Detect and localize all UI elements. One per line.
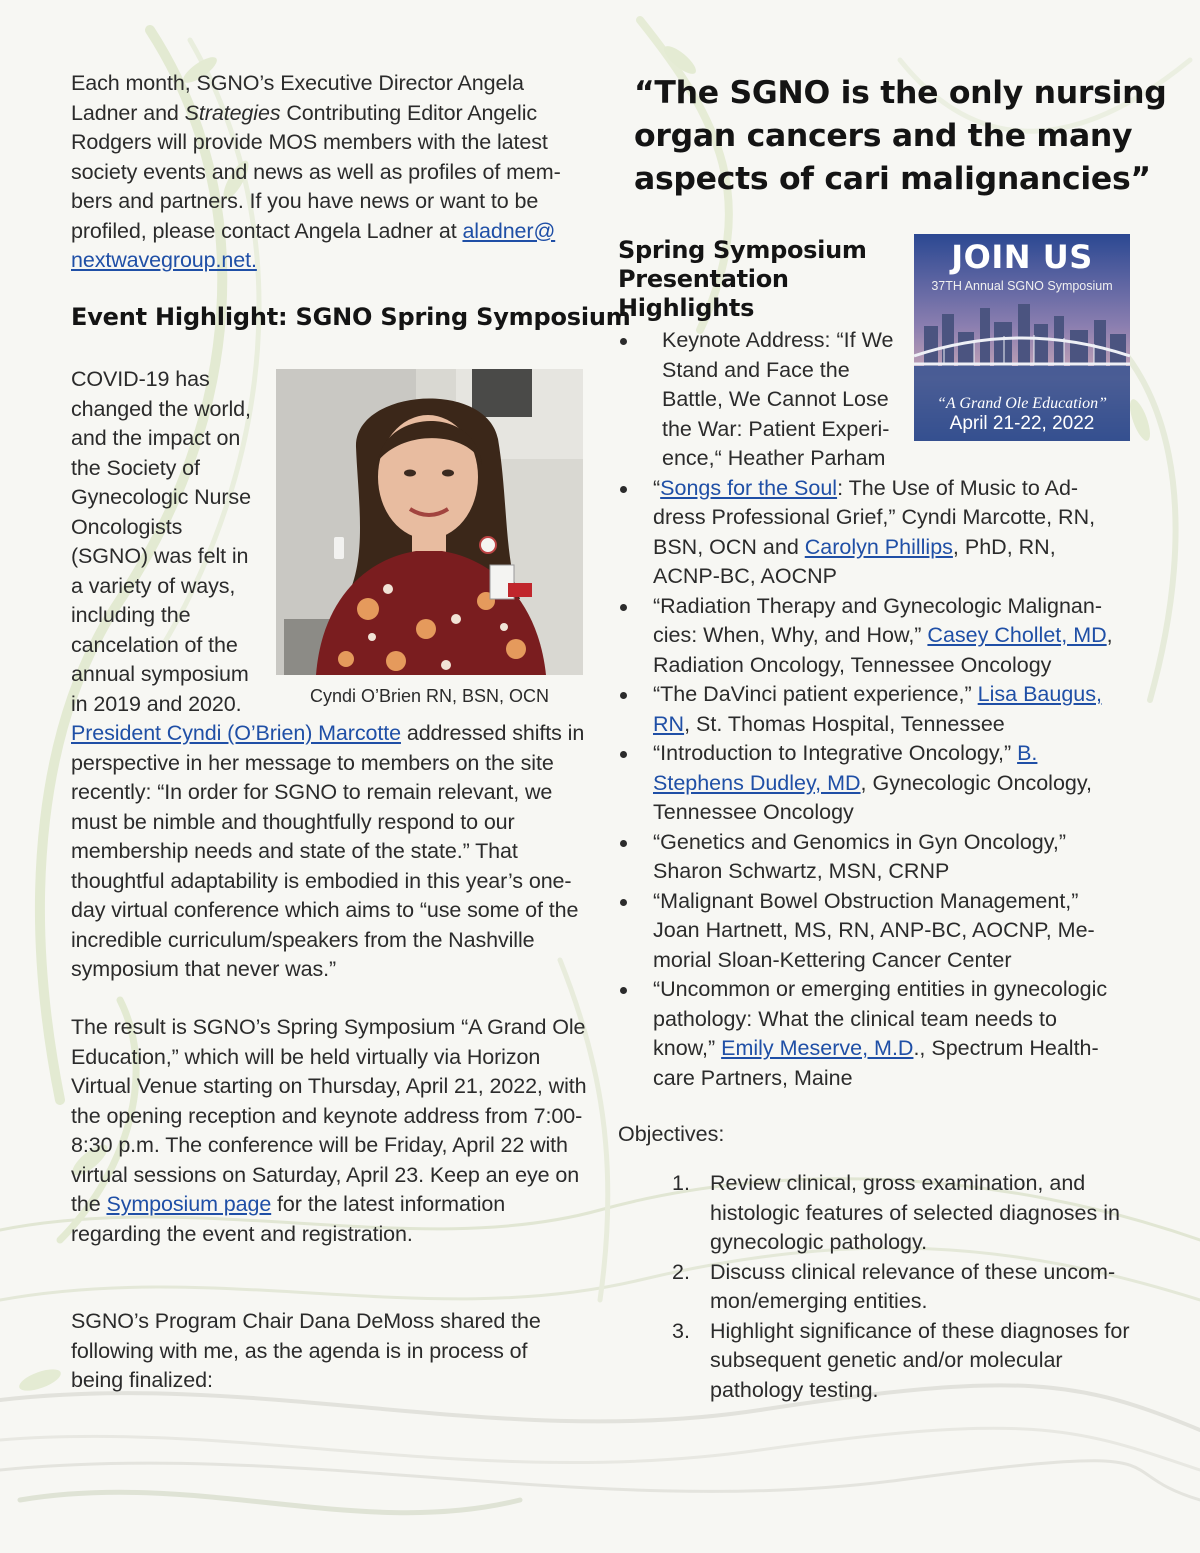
highlight-text: “Uncommon or emerging entities in gynecologic pathology: What the clinical team needs to know,” — [653, 977, 1108, 1060]
highlight-text: “The DaVinci patient experience,” — [653, 682, 978, 706]
portrait-photo — [276, 369, 583, 675]
result-block — [71, 1013, 591, 1249]
highlights-list — [618, 326, 1123, 1093]
objectives-label: Objectives: — [618, 1122, 725, 1146]
list-item — [672, 1169, 1140, 1258]
highlight-text: “Malignant Bowel Obstruction Management,” Joan Hartnett, MS, RN, ANP-BC, AOCNP, Memorial Sloan-Kettering Cancer Center — [653, 888, 1095, 972]
publication-name: Strategies — [184, 100, 281, 125]
highlight-text: “Radiation Therapy and Gynecologic Malignancies: When, Why, and How,” — [653, 593, 1102, 647]
result-text: The result is SGNO’s Spring Symposium “A Grand Ole Education,” which will be held virtually via Horizon Virtual Venue starting on Thursday, April 21, 2022, with the opening reception and keynote address from 7:00-8:30 p.m. The conference will be Friday, April 22 with virtual sessions on Saturday, April 23. Keep an eye on the — [71, 1015, 587, 1216]
president-link[interactable]: President Cyndi (O’Brien) Marcotte — [71, 721, 401, 745]
pull-quote: “The SGNO is the only nursing organ cancers and the many aspects of cari malignancies” — [634, 75, 1167, 197]
objective-text: Highlight significance of these diagnoses for subsequent genetic and/or molecular pathology testing. — [710, 1318, 1130, 1402]
highlight-text: , Radiation Oncology, Tennessee Oncology — [653, 623, 1113, 677]
objective-number: 2. — [672, 1259, 690, 1284]
spring-symposium-heading: Spring Symposium Presentation Highlights — [618, 236, 867, 322]
highlight-text: “ — [653, 475, 661, 500]
join-us-subtitle: 37TH Annual SGNO Symposium — [931, 279, 1113, 293]
list-item — [618, 474, 1123, 592]
email-link[interactable]: aladner@ nextwavegroup.net. — [71, 218, 556, 272]
intro-block — [71, 69, 591, 276]
casey-chollet-link[interactable]: Casey Chollet, MD — [927, 623, 1107, 647]
stephens-dudley-link[interactable]: B. Stephens Dudley, MD — [653, 741, 1038, 795]
highlight-text: ., Spectrum Healthcare Partners, Maine — [653, 1036, 1099, 1090]
list-item — [618, 975, 1123, 1093]
highlight-text: , PhD, RN, ACNP-BC, AOCNP — [653, 534, 1056, 588]
songs-for-the-soul-link[interactable]: Songs for the Soul — [660, 475, 838, 500]
emily-meserve-link[interactable]: Emily Meserve, M.D — [721, 1036, 914, 1060]
list-item — [672, 1258, 1140, 1317]
event-highlight-heading: Event Highlight: SGNO Spring Symposium — [71, 303, 631, 331]
list-item — [618, 592, 1123, 681]
photo-caption: Cyndi O’Brien RN, BSN, OCN — [309, 686, 550, 706]
list-item — [618, 828, 1123, 887]
join-us-title: JOIN US — [951, 238, 1093, 276]
intro-paragraph — [71, 69, 591, 276]
result-text-2: for the latest information regarding the event and registration. — [71, 1192, 506, 1246]
list-item — [618, 326, 907, 474]
covid-block — [71, 365, 261, 719]
objective-number: 1. — [672, 1171, 690, 1195]
highlight-text: “Genetics and Genomics in Gyn Oncology,” Sharon Schwartz, MSN, CRNP — [653, 829, 1067, 883]
list-item — [618, 680, 1123, 739]
covid-paragraph: COVID-19 has changed the world, and the impact on the Society of Gynecologic Nurse Oncologists (SGNO) was felt in a variety of ways, including the cancelation of the annual symposium in 2019 and 2020. — [71, 367, 251, 716]
lisa-baugus-link[interactable]: Lisa Baugus, RN — [653, 682, 1102, 736]
intro-text: Each month, SGNO’s Executive Director Angela Ladner and — [71, 71, 524, 125]
highlight-text: Keynote Address: “If We Stand and Face the Battle, We Cannot Lose the War: Patient Experience,“ Heather Parham — [662, 328, 894, 470]
president-block — [71, 719, 591, 985]
chair-block — [71, 1307, 571, 1396]
highlight-text: , Gynecologic Oncology, Tennessee Oncology — [653, 770, 1092, 824]
chair-paragraph: SGNO’s Program Chair Dana DeMoss shared the following with me, as the agenda is in process of being finalized: — [71, 1309, 541, 1392]
symposium-page-link[interactable]: Symposium page — [106, 1192, 272, 1216]
objectives-list — [672, 1169, 1140, 1405]
portrait-illustration — [276, 369, 583, 675]
president-text: addressed shifts in perspective in her message to members on the site recently: “In order for SGNO to remain relevant, we must be nimble and thoughtfully respond to our membership needs and state of the state.” That thoughtful adaptability is embodied in this year’s one-day virtual conference which aims to “use some of the incredible curriculum/speakers from the Nashville symposium that never was.” — [71, 721, 585, 981]
objective-text: Review clinical, gross examination, and histologic features of selected diagnoses in gynecologic pathology. — [710, 1171, 1120, 1254]
result-paragraph — [71, 1013, 591, 1249]
list-item — [618, 887, 1123, 976]
highlight-text: : The Use of Music to Address Professional Grief,” Cyndi Marcotte, RN, BSN, OCN and — [653, 475, 1096, 559]
president-paragraph — [71, 719, 591, 985]
list-item — [618, 739, 1123, 828]
join-us-tagline: “A Grand Ole Education” — [937, 395, 1107, 412]
highlight-text: , St. Thomas Hospital, Tennessee — [684, 711, 1005, 736]
list-item — [672, 1317, 1140, 1406]
objective-number: 3. — [672, 1318, 690, 1343]
intro-text-2: Contributing Editor Angelic Rodgers will provide MOS members with the latest society events and news as well as profiles of members and partners. If you have news or want to be profiled, please contact Angela Ladner at — [71, 100, 561, 243]
objective-text: Discuss clinical relevance of these uncommon/emerging entities. — [710, 1259, 1116, 1313]
carolyn-phillips-link[interactable]: Carolyn Phillips — [804, 534, 953, 559]
highlight-text: “Introduction to Integrative Oncology,” — [653, 741, 1018, 765]
join-us-dates: April 21-22, 2022 — [949, 413, 1095, 434]
